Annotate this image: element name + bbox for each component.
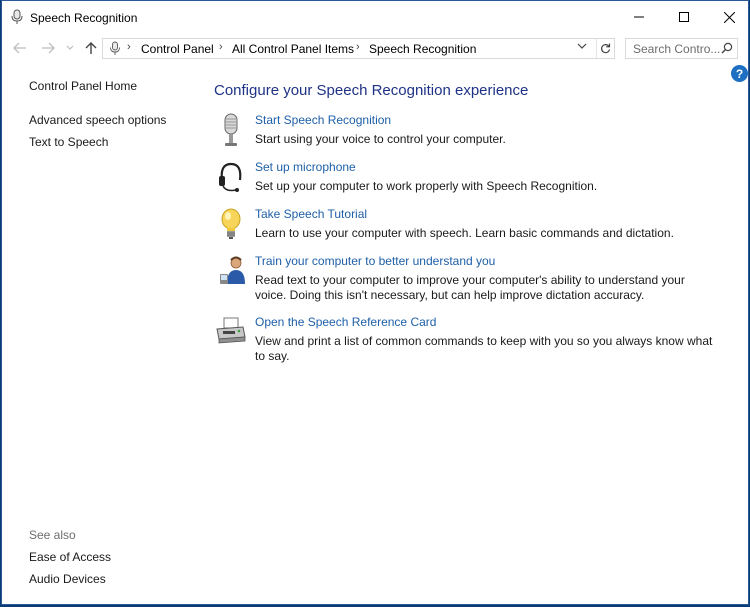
microphone-icon <box>10 9 24 25</box>
close-button[interactable] <box>706 1 749 33</box>
lightbulb-icon <box>214 207 248 241</box>
title-bar <box>2 1 748 33</box>
address-dropdown[interactable] <box>577 42 587 53</box>
help-button[interactable] <box>731 65 748 82</box>
headset-icon <box>214 160 248 194</box>
microphone-icon <box>109 41 121 56</box>
maximize-icon <box>679 12 689 22</box>
person-icon <box>214 254 248 288</box>
task-description: Learn to use your computer with speech. Learn basic commands and dictation. <box>255 226 674 240</box>
task-take-speech-tutorial <box>214 207 714 247</box>
microphone-icon <box>214 113 248 147</box>
close-icon <box>724 12 735 23</box>
speech-reference-card-link[interactable]: Open the Speech Reference Card <box>255 315 437 329</box>
search-input[interactable]: Search Contro... <box>633 42 721 56</box>
take-speech-tutorial-link[interactable]: Take Speech Tutorial <box>255 207 368 221</box>
forward-arrow-icon <box>41 42 55 54</box>
search-box[interactable] <box>625 38 738 59</box>
chevron-down-icon <box>66 45 74 51</box>
address-bar[interactable] <box>102 38 615 59</box>
task-train-computer <box>214 254 714 304</box>
breadcrumb-separator[interactable]: › <box>219 41 223 53</box>
breadcrumb-separator[interactable]: › <box>356 41 360 53</box>
breadcrumb-all-items[interactable]: All Control Panel Items <box>232 42 355 56</box>
search-icon[interactable] <box>721 42 733 54</box>
set-up-microphone-link[interactable]: Set up microphone <box>255 160 356 174</box>
audio-devices-link[interactable]: Audio Devices <box>29 572 106 586</box>
start-speech-recognition-link[interactable]: Start Speech Recognition <box>255 113 392 127</box>
page-title: Configure your Speech Recognition experience <box>214 82 529 99</box>
advanced-speech-options-link[interactable]: Advanced speech options <box>29 113 167 127</box>
minimize-icon <box>634 12 644 22</box>
speech-recognition-window <box>1 0 749 605</box>
maximize-button[interactable] <box>661 1 707 33</box>
task-description: Read text to your computer to improve your computer's ability to understand your voice. Doing this isn't necessary, but can help improve dictation accuracy. <box>255 273 685 302</box>
back-button[interactable] <box>12 40 28 56</box>
train-computer-link[interactable]: Train your computer to better understand you <box>255 254 496 268</box>
forward-button[interactable] <box>40 40 56 56</box>
breadcrumb-control-panel[interactable]: Control Panel <box>141 42 214 56</box>
up-arrow-icon <box>85 41 97 55</box>
task-description: Set up your computer to work properly with Speech Recognition. <box>255 179 598 193</box>
up-button[interactable] <box>83 40 99 56</box>
refresh-button[interactable] <box>596 39 614 58</box>
task-start-speech-recognition <box>214 113 714 153</box>
recent-locations-button[interactable] <box>62 40 78 56</box>
printer-icon <box>214 315 248 349</box>
window-title: Speech Recognition <box>30 11 138 25</box>
control-panel-home-link[interactable]: Control Panel Home <box>29 79 138 93</box>
breadcrumb-speech-recognition[interactable]: Speech Recognition <box>369 42 477 56</box>
task-speech-reference-card <box>214 315 714 365</box>
refresh-icon <box>600 43 611 54</box>
ease-of-access-link[interactable]: Ease of Access <box>29 550 112 564</box>
task-description: View and print a list of common commands to keep with you so you always know what to say. <box>255 334 713 363</box>
task-description: Start using your voice to control your computer. <box>255 132 506 146</box>
text-to-speech-link[interactable]: Text to Speech <box>29 135 109 149</box>
navigation-bar <box>2 34 748 62</box>
back-arrow-icon <box>13 42 27 54</box>
task-set-up-microphone <box>214 160 714 200</box>
help-icon: ? <box>735 66 744 81</box>
breadcrumb-separator[interactable]: › <box>127 41 131 53</box>
see-also-heading: See also <box>29 528 76 542</box>
minimize-button[interactable] <box>616 1 662 33</box>
chevron-down-icon <box>577 43 587 50</box>
